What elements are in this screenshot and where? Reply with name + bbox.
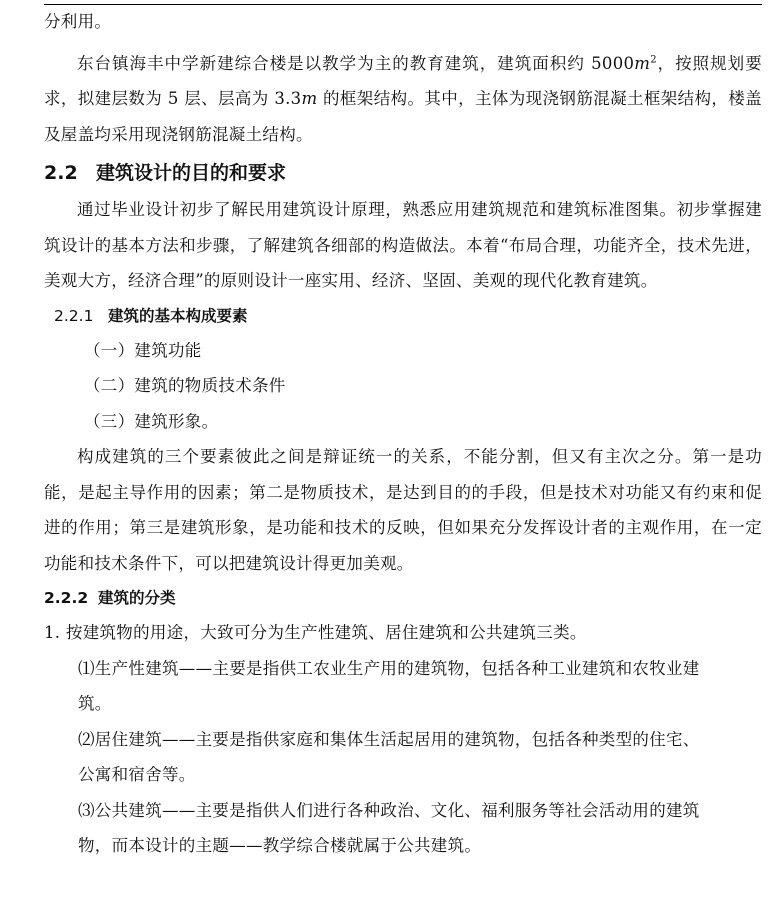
section-number: 2.2 <box>44 162 78 184</box>
section-heading-2-2-2 <box>44 581 762 615</box>
section-heading-2-2 <box>44 154 762 192</box>
subsection-number: 2.2.2 <box>44 589 89 607</box>
sub-item-line: ⑶公共建筑——主要是指供人们进行各种政治、文化、福利服务等社会活动用的建筑 <box>78 800 700 820</box>
intro-paragraph <box>44 46 762 153</box>
section-title: 建筑设计的目的和要求 <box>96 162 287 184</box>
sub-item-line: ⑴生产性建筑——主要是指供工农业生产用的建筑物，包括各种工业建筑和农牧业建 <box>78 658 700 678</box>
sub-item-production <box>44 651 762 722</box>
subsection-title: 建筑的分类 <box>98 589 176 607</box>
top-fragment: 分利用。 <box>44 12 112 31</box>
list-item: （一）建筑功能 <box>84 340 202 360</box>
intro-text-a: 东台镇海丰中学新建综合楼是以教学为主的教育建筑，建筑面积约 5000 <box>77 53 635 73</box>
classification-point-1: 1. 按建筑物的用途，大致可分为生产性建筑、居住建筑和公共建筑三类。 <box>44 623 587 642</box>
intro-text-b: ，按照规划要求，拟建层数为 5 层、层高为 3.3 <box>44 53 762 108</box>
subsection-number: 2.2.1 <box>54 306 94 325</box>
unit-m: m <box>634 53 651 73</box>
list-item: （二）建筑的物质技术条件 <box>84 376 286 395</box>
sub-item-public <box>44 793 762 864</box>
section-2-2-1-paragraph: 构成建筑的三个要素彼此之间是辩证统一的关系，不能分割，但又有主次之分。第一是功能，是起主导作用的因素；第二是物质技术，是达到目的的手段，但是技术对功能又有约束和促进的作用；第三是建筑形象，是功能和技术的反映，但如果充分发挥设计者的主观作用，在一定功能和技术条件下，可以把建筑设计得更加美观。 <box>44 447 762 573</box>
list-item: （三）建筑形象。 <box>84 411 219 431</box>
section-heading-2-2-1 <box>44 299 762 333</box>
sub-item-line: ⑵居住建筑——主要是指供家庭和集体生活起居用的建筑物，包括各种类型的住宅、 <box>78 729 700 749</box>
sub-item-line: 筑。 <box>78 694 112 713</box>
unit-m-2: m <box>301 89 318 108</box>
sub-item-residential <box>44 722 762 793</box>
sub-item-line: 公寓和宿舍等。 <box>78 765 196 784</box>
section-2-2-paragraph: 通过毕业设计初步了解民用建筑设计原理，熟悉应用建筑规范和建筑标准图集。初步掌握建筑设计的基本方法和步骤，了解建筑各细部的构造做法。本着“布局合理，功能齐全，技术先进，美观大方，经济合理”的原则设计一座实用、经济、坚固、美观的现代化教育建筑。 <box>44 200 762 290</box>
unit-superscript: 2 <box>650 54 657 65</box>
document-page <box>44 4 762 864</box>
sub-item-line: 物，而本设计的主题——教学综合楼就属于公共建筑。 <box>78 836 482 855</box>
intro-text-c: 的框架结构。其中，主体为现浇钢筋混凝土框架结构，楼盖及屋盖均采用现浇钢筋混凝土结构。 <box>44 89 762 144</box>
subsection-title: 建筑的基本构成要素 <box>108 306 248 325</box>
